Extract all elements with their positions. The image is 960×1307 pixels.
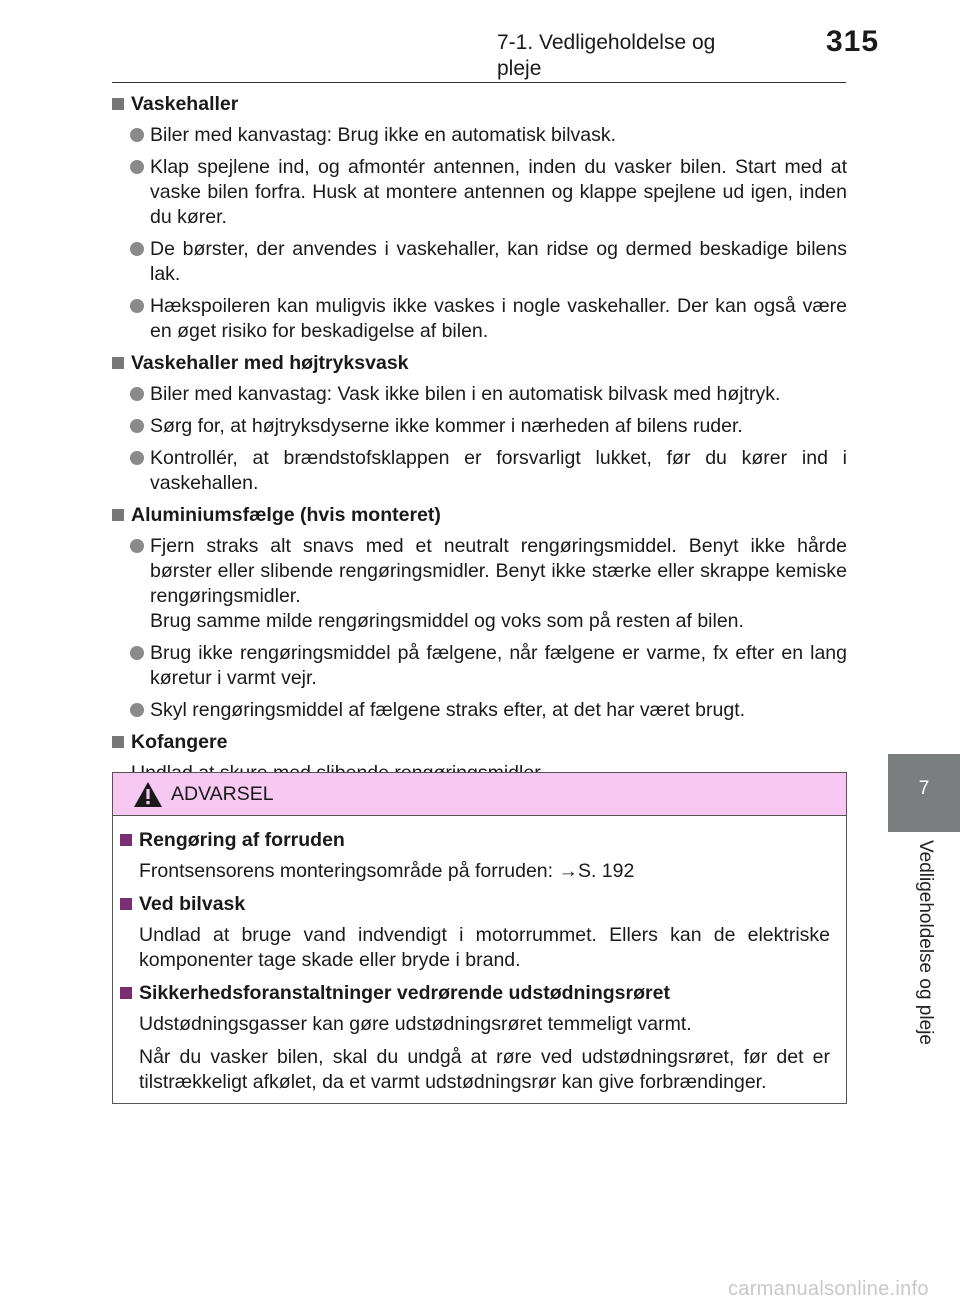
round-bullet-icon [130,539,144,553]
watermark: carmanualsonline.info [728,1278,929,1300]
page-number: 315 [826,25,880,58]
round-bullet-icon [130,242,144,256]
round-bullet-icon [130,646,144,660]
list-item: Brug ikke rengøringsmiddel på fælgene, når fælgene er varme, fx efter en lang køretur i varmt vejr. [112,641,847,691]
warning-subheading: Ved bilvask [113,892,846,917]
list-item: Klap spejlene ind, og afmontér antennen, inden du vasker bilen. Start med at vaske bilen forfra. Husk at montere antennen og klappe spejlene ud igen, inden du kører. [112,155,847,230]
warning-paragraph: Udstødningsgasser kan gøre udstødningsrøret temmeligt varmt. [139,1013,692,1035]
warning-title: ADVARSEL [171,783,274,805]
square-bullet-icon [112,736,124,748]
warning-body [113,828,846,1103]
list-item: Hækspoileren kan muligvis ikke vaskes i nogle vaskehaller. Der kan også være en øget risiko for beskadigelse af bilen. [112,294,847,344]
square-bullet-icon [120,898,132,910]
warning-box [112,772,847,1104]
list-item: Biler med kanvastag: Brug ikke en automatisk bilvask. [112,123,847,148]
square-bullet-icon [112,357,124,369]
round-bullet-icon [130,703,144,717]
list-item: Kontrollér, at brændstofsklappen er forsvarligt lukket, før du kører ind i vaskehallen. [112,446,847,496]
round-bullet-icon [130,128,144,142]
round-bullet-icon [130,387,144,401]
round-bullet-icon [130,419,144,433]
header-divider [112,82,846,83]
round-bullet-icon [130,451,144,465]
list-item: Skyl rengøringsmiddel af fælgene straks efter, at det har været brugt. [112,698,847,723]
warning-paragraph: Undlad at bruge vand indvendigt i motorrummet. Ellers kan de elektriske komponenter tage skade eller bryde i brand. [139,924,830,971]
round-bullet-icon [130,299,144,313]
warning-subheading: Sikkerhedsforanstaltninger vedrørende udstødningsrøret [113,981,846,1006]
square-bullet-icon [112,98,124,110]
round-bullet-icon [130,160,144,174]
chapter-label: Vedligeholdelse og pleje [915,840,936,1045]
section-heading: Aluminiumsfælge (hvis monteret) [112,503,847,528]
square-bullet-icon [120,834,132,846]
main-content [112,92,847,792]
running-header-section: 7-1. Vedligeholdelse og pleje [497,31,716,80]
warning-triangle-icon [133,781,163,808]
warning-paragraph: Når du vasker bilen, skal du undgå at røre ved udstødningsrøret, før det er tilstrækkeligt afkølet, da et varmt udstødningsrør kan give forbrændinger. [139,1046,830,1093]
warning-header [113,773,846,816]
list-item: Biler med kanvastag: Vask ikke bilen i en automatisk bilvask med højtryk. [112,382,847,407]
section-heading: Vaskehaller [112,92,847,117]
list-item: Sørg for, at højtryksdyserne ikke kommer i nærheden af bilens ruder. [112,414,847,439]
list-item: De børster, der anvendes i vaskehaller, kan ridse og dermed beskadige bilens lak. [112,237,847,287]
warning-subheading: Rengøring af forruden [113,828,846,853]
list-item: Fjern straks alt snavs med et neutralt rengøringsmiddel. Benyt ikke hårde børster eller slibende rengøringsmidler. Benyt ikke stærke eller skrappe kemiske rengøringsmidler. Brug samme milde rengøringsmiddel og voks som på resten af bilen. [112,534,847,634]
square-bullet-icon [112,509,124,521]
section-heading: Kofangere [112,730,847,755]
square-bullet-icon [120,987,132,999]
warning-paragraph: Frontsensorens monteringsområde på forruden: →S. 192 [139,860,635,882]
section-heading: Vaskehaller med højtryksvask [112,351,847,376]
chapter-number: 7 [918,778,930,799]
chapter-tab[interactable] [888,754,960,832]
